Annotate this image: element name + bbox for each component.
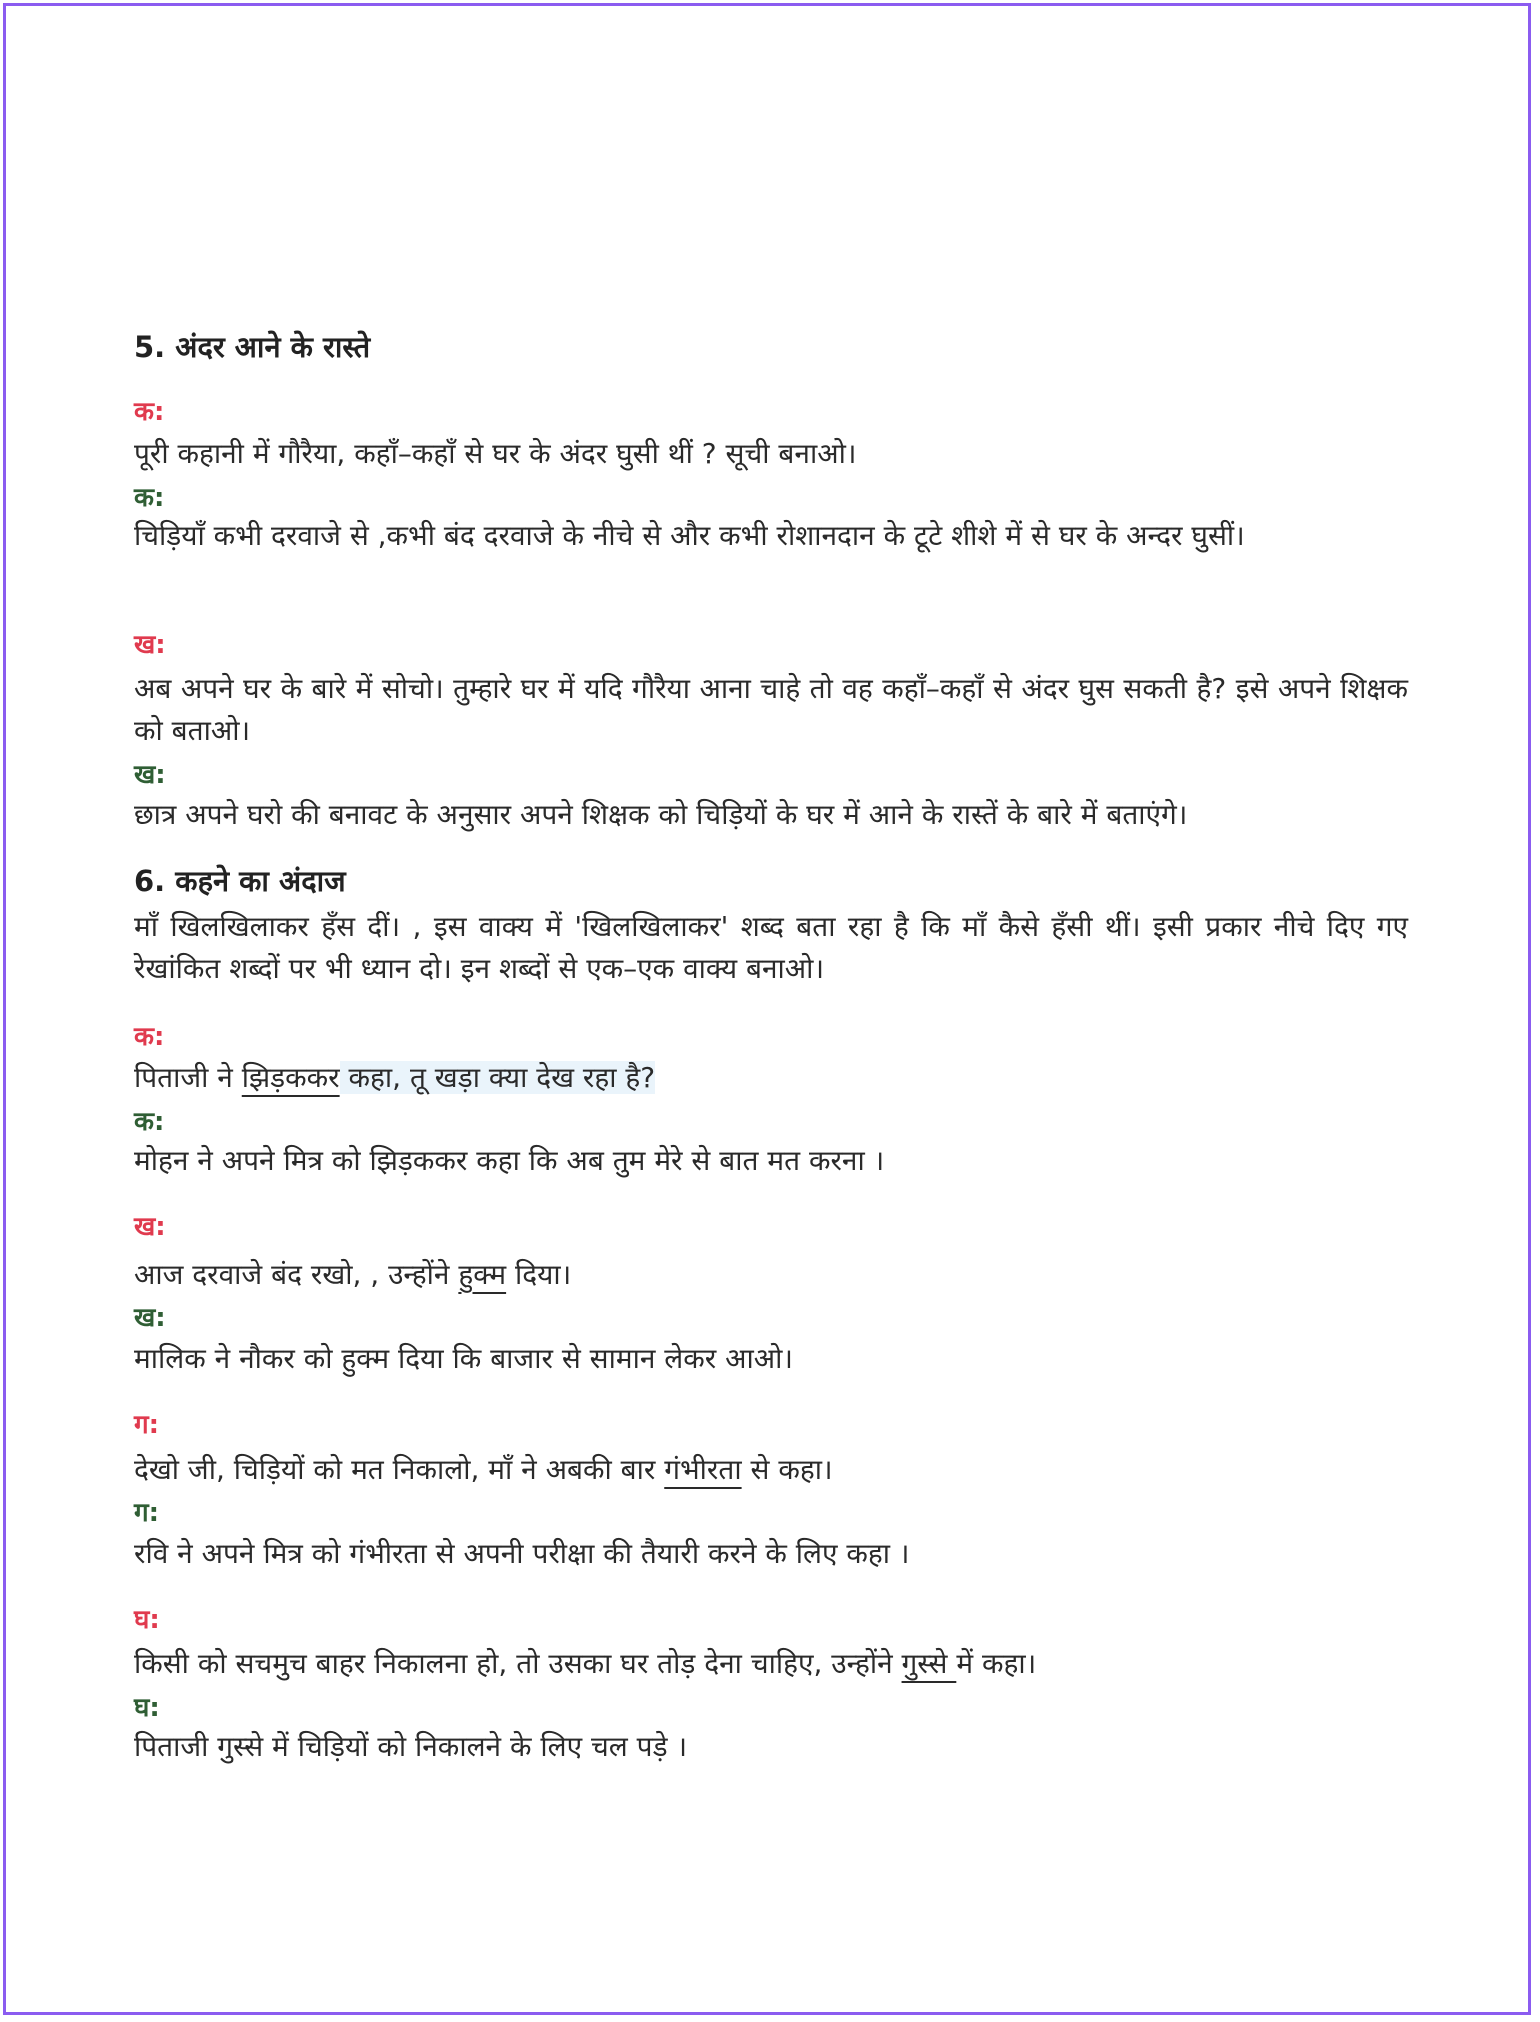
sentence-part: कहा, तू खड़ा क्या देख रहा है? <box>339 1061 656 1094</box>
question-gha-text <box>134 1643 1408 1685</box>
underlined-word: गुस्से <box>901 1647 957 1680</box>
underlined-word: झिड़ककर <box>241 1061 340 1094</box>
sentence-part: आज दरवाजे बंद रखो, , उन्होंने <box>134 1258 459 1291</box>
section-6-heading: 6. कहने का अंदाज <box>134 864 346 898</box>
question-label-ka: क: <box>134 397 165 427</box>
answer-kha-text: छात्र अपने घरो की बनावट के अनुसार अपने शिक्षक को चिड़ियों के घर में आने के रास्तें के बारे में बताएंगे। <box>134 798 1188 831</box>
question-label-ka: क: <box>134 1022 165 1052</box>
underlined-word: हुक्म <box>458 1258 507 1291</box>
question-kha-text: अब अपने घर के बारे में सोचो। तुम्हारे घर में यदि गौरैया आना चाहे तो वह कहाँ–कहाँ से अंदर घुस सकती है? इसे अपने शिक्षक को बताओ। <box>134 672 1408 747</box>
question-ka-text: पूरी कहानी में गौरैया, कहाँ–कहाँ से घर के अंदर घुसी थीं ? सूची बनाओ। <box>134 437 857 470</box>
sentence-part: पिताजी ने <box>134 1061 242 1094</box>
sentence-part: देखो जी, चिड़ियों को मत निकालो, माँ ने अबकी बार <box>134 1453 665 1486</box>
sentence-part: किसी को सचमुच बाहर निकालना हो, तो उसका घर तोड़ देना चाहिए, उन्होंने <box>134 1647 902 1680</box>
section-6-intro: माँ खिलखिलाकर हँस दीं। , इस वाक्य में 'खिलखिलाकर' शब्द बता रहा है कि माँ कैसे हँसी थीं। इसी प्रकार नीचे दिए गए रेखांकित शब्दों पर भी ध्यान दो। इन शब्दों से एक–एक वाक्य बनाओ। <box>134 910 1408 985</box>
answer-label-ka: क: <box>134 1107 165 1137</box>
question-ka-text <box>134 1057 1408 1099</box>
sentence-part: से कहा। <box>741 1453 833 1486</box>
question-label-kha: ख: <box>134 630 166 660</box>
answer-label-kha: ख: <box>134 760 166 790</box>
section-5-heading: 5. अंदर आने के रास्ते <box>134 330 371 364</box>
underlined-word: गंभीरता <box>664 1453 742 1486</box>
question-ga-text <box>134 1449 1408 1491</box>
question-label-gha: घ: <box>134 1605 160 1635</box>
answer-ka-text: चिड़ियॉं कभी दरवाजे से ,कभी बंद दरवाजे के नीचे से और कभी रोशानदान के टूटे शीशे में से घर के अन्दर घुसीं। <box>134 519 1245 552</box>
answer-ga-text: रवि ने अपने मित्र को गंभीरता से अपनी परीक्षा की तैयारी करने के लिए कहा । <box>134 1537 910 1570</box>
question-label-ga: ग: <box>134 1410 160 1440</box>
question-kha-text <box>134 1254 1408 1296</box>
sentence-part: में कहा। <box>956 1647 1037 1680</box>
answer-label-kha: ख: <box>134 1303 166 1333</box>
question-label-kha: ख: <box>134 1212 166 1242</box>
answer-label-ka: क: <box>134 483 165 513</box>
answer-kha-text: मालिक ने नौकर को हुक्म दिया कि बाजार से सामान लेकर आओ। <box>134 1342 793 1375</box>
answer-gha-text: पिताजी गुस्से में चिड़ियों को निकालने के लिए चल पड़े । <box>134 1730 688 1763</box>
answer-ka-text: मोहन ने अपने मित्र को झिड़ककर कहा कि अब तुम मेरे से बात मत करना । <box>134 1144 885 1177</box>
sentence-part: दिया। <box>506 1258 572 1291</box>
answer-label-ga: ग: <box>134 1498 160 1528</box>
answer-label-gha: घ: <box>134 1693 160 1723</box>
